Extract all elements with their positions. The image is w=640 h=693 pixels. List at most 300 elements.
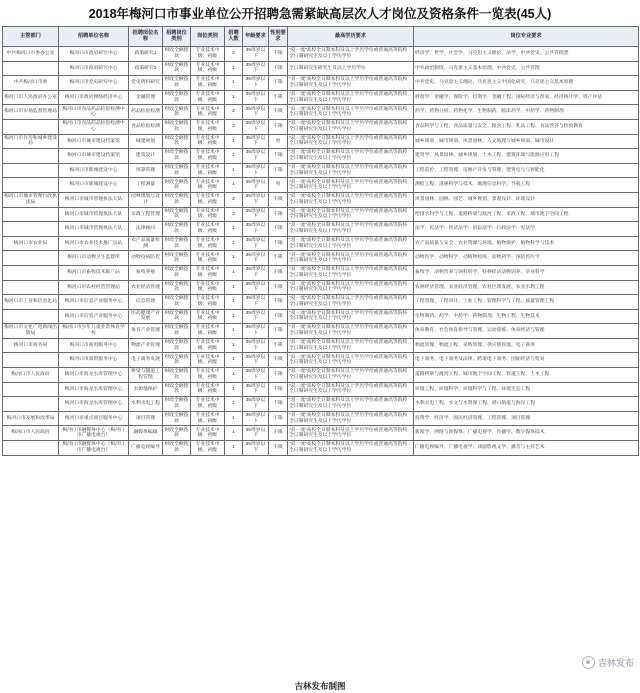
table-row (3, 207, 639, 222)
wechat-logo-icon (582, 656, 595, 669)
cell-position: 项目管理 (129, 411, 163, 426)
cell-major: 农林经济管理、农业经济管理、农村区域发展、农业水利工程 (414, 280, 639, 295)
cell-position-category: 财政全额拨款 (163, 192, 191, 207)
cell-count: 2 (225, 47, 243, 62)
table-row (3, 338, 639, 353)
cell-age: 35周岁以下 (243, 382, 269, 397)
cell-education: “双一流”高校全日制本科及以上学历学位或普通高等院校全日制研究生及以上学历学位 (288, 134, 414, 149)
cell-age: 35周岁以下 (243, 47, 269, 62)
cell-count: 1 (225, 61, 243, 76)
cell-unit: 梅河口市食品药品检验检测中心 (59, 105, 129, 120)
cell-education: “双一流”高校全日制本科及以上学历学位或普通高等院校全日制研究生及以上学历学位 (288, 149, 414, 164)
cell-job-type: 专业技术中级、初级 (191, 207, 225, 222)
cell-position: 政策研究1 (129, 47, 163, 62)
cell-position: 畜牧养殖 (129, 265, 163, 280)
cell-job-type: 专业技术中级、初级 (191, 353, 225, 368)
cell-department: 梅河口市发展和改革局 (3, 411, 59, 426)
cell-position-category: 财政全额拨款 (163, 280, 191, 295)
cell-gender: 不限 (269, 368, 288, 383)
cell-age: 35周岁以下 (243, 192, 269, 207)
cell-department (3, 149, 59, 164)
cell-age: 35周岁以下 (243, 441, 269, 456)
cell-position-category: 财政全额拨款 (163, 61, 191, 76)
cell-department: 中共梅河口市委 (3, 76, 59, 91)
cell-count: 2 (225, 105, 243, 120)
cell-department (3, 61, 59, 76)
document-title: 2018年梅河口市事业单位公开招聘急需紧缺高层次人才岗位及资格条件一览表(45人) (88, 7, 552, 21)
cell-count: 1 (225, 222, 243, 237)
cell-gender: 不限 (269, 353, 288, 368)
cell-department (3, 309, 59, 324)
table-header-row (3, 27, 639, 47)
cell-gender: 不限 (269, 90, 288, 105)
cell-gender: 不限 (269, 76, 288, 91)
cell-count: 1 (225, 90, 243, 105)
header-job-type: 岗位类别 (191, 27, 225, 47)
table-row (3, 411, 639, 426)
cell-age: 35周岁以下 (243, 397, 269, 412)
cell-job-type: 专业技术中级、初级 (191, 368, 225, 383)
cell-job-type: 专业技术中级、初级 (191, 295, 225, 310)
cell-job-type: 专业技术中级、初级 (191, 324, 225, 339)
cell-education: “双一流”高校全日制本科及以上学历学位或普通高等院校全日制研究生及以上学历学位 (288, 251, 414, 266)
cell-education: “双一流”高校全日制本科及以上学历学位或普通高等院校全日制研究生及以上学历学位 (288, 426, 414, 441)
recruitment-table (2, 26, 639, 456)
cell-age: 35周岁以下 (243, 163, 269, 178)
cell-gender: 不限 (269, 61, 288, 76)
cell-department (3, 222, 59, 237)
cell-unit: 梅河口市政府研究中心 (59, 47, 129, 62)
cell-major: 电子商务、电子商务及法律、跨境电子商务、国际经济与贸易 (414, 353, 639, 368)
table-row (3, 134, 639, 149)
cell-position: 预算管理 (129, 163, 163, 178)
cell-count: 1 (225, 178, 243, 193)
table-row (3, 309, 639, 324)
header-count: 招聘人数 (225, 27, 243, 47)
cell-gender: 不限 (269, 441, 288, 456)
cell-gender: 不限 (269, 426, 288, 441)
cell-education: “双一流”高校全日制本科及以上学历学位或普通高等院校全日制研究生及以上学历学位 (288, 441, 414, 456)
cell-position: 食品检验检测 (129, 119, 163, 134)
footer-credit: 吉林发布制图 (294, 681, 346, 691)
cell-gender: 不限 (269, 105, 288, 120)
cell-major: 体育教育、社会体育指导与管理、运动训练、体育经济与管理 (414, 324, 639, 339)
cell-job-type: 专业技术中级、初级 (191, 222, 225, 237)
cell-gender: 不限 (269, 163, 288, 178)
cell-position-category: 财政全额拨款 (163, 134, 191, 149)
cell-unit: 梅河口市重点项目服务中心 (59, 411, 129, 426)
table-row (3, 236, 639, 251)
cell-unit: 梅河口市政府研究中心 (59, 61, 129, 76)
cell-position: 信息管理 (129, 295, 163, 310)
cell-education: “双一流”高校全日制本科及以上学历学位或普通高等院校全日制研究生及以上学历学位 (288, 192, 414, 207)
cell-department (3, 265, 59, 280)
cell-education: “双一流”高校全日制本科及以上学历学位或普通高等院校全日制研究生及以上学历学位 (288, 338, 414, 353)
cell-major: 畜牧学、动物营养与饲料科学、特种经济动物饲养、草业科学 (414, 265, 639, 280)
cell-position: 桥梁与隧道工程管理 (129, 368, 163, 383)
cell-unit: 梅河口市城市建设档案馆 (59, 134, 129, 149)
cell-job-type: 专业技术中级、初级 (191, 397, 225, 412)
table-row (3, 295, 639, 310)
cell-count: 1 (225, 134, 243, 149)
cell-count: 2 (225, 119, 243, 134)
cell-unit: 梅河口市城市管理执法大队 (59, 192, 129, 207)
cell-job-type: 专业技术中级、初级 (191, 309, 225, 324)
cell-gender: 不限 (269, 47, 288, 62)
cell-job-type: 专业技术中级、初级 (191, 163, 225, 178)
table-row (3, 222, 639, 237)
cell-count: 1 (225, 324, 243, 339)
cell-age: 35周岁以下 (243, 178, 269, 193)
cell-department (3, 280, 59, 295)
cell-position-category: 财政全额拨款 (163, 163, 191, 178)
cell-job-type: 专业技术中级、初级 (191, 236, 225, 251)
cell-unit: 梅河口市党史研究中心 (59, 76, 129, 91)
cell-position-category: 财政全额拨款 (163, 222, 191, 237)
cell-count: 2 (225, 207, 243, 222)
cell-department: 梅河口市工业和信息化局 (3, 295, 59, 310)
cell-age: 35周岁以下 (243, 353, 269, 368)
cell-count: 2 (225, 192, 243, 207)
header-gender: 性别要求 (269, 27, 288, 47)
table-row (3, 61, 639, 76)
cell-count: 1 (225, 280, 243, 295)
cell-age: 35周岁以下 (243, 149, 269, 164)
cell-position: 药品检验检测 (129, 105, 163, 120)
cell-job-type: 专业技术中级、初级 (191, 338, 225, 353)
cell-position-category: 财政全额拨款 (163, 441, 191, 456)
cell-count: 1 (225, 295, 243, 310)
cell-unit: 梅河口市信息产业服务中心 (59, 309, 129, 324)
table-row (3, 353, 639, 368)
table-row (3, 192, 639, 207)
cell-position: 水利水电工程 (129, 397, 163, 412)
cell-position: 工程测量 (129, 178, 163, 193)
cell-major: 测绘工程、遥感科学与技术、地理信息科学、导航工程 (414, 178, 639, 193)
cell-count: 1 (225, 309, 243, 324)
cell-education: “双一流”高校全日制本科及以上学历学位或普通高等院校全日制研究生及以上学历学位 (288, 280, 414, 295)
header-age: 年龄要求 (243, 27, 269, 47)
cell-count: 1 (225, 368, 243, 383)
cell-age: 35周岁以下 (243, 90, 269, 105)
cell-education: “双一流”高校全日制本科及以上学历学位或普通高等院校全日制研究生及以上学历学位 (288, 163, 414, 178)
cell-unit: 梅河口市城市管理执法大队 (59, 222, 129, 237)
cell-major: 建筑学、风景园林、城乡规划、土木工程、建筑环境与能源应用工程 (414, 149, 639, 164)
cell-count: 1 (225, 338, 243, 353)
table-row (3, 397, 639, 412)
cell-education: “双一流”高校全日制本科及以上学历学位或普通高等院校全日制研究生及以上学历学位 (288, 207, 414, 222)
cell-department (3, 382, 59, 397)
cell-position: 政策研究2 (129, 61, 163, 76)
cell-position-category: 财政全额拨款 (163, 265, 191, 280)
cell-position: 农产品质量检测 (129, 236, 163, 251)
cell-gender: 不限 (269, 382, 288, 397)
cell-major: 药学、药物分析、药物化学、生物制药、临床药学、中药学、药物制剂 (414, 105, 639, 120)
header-education: 最高学历要求 (288, 27, 414, 47)
cell-position: 动物疫病防控 (129, 251, 163, 266)
cell-education: “双一流”高校全日制本科及以上学历学位或普通高等院校全日制研究生及以上学历学位 (288, 368, 414, 383)
cell-gender: 不限 (269, 236, 288, 251)
cell-education: “双一流”高校全日制本科及以上学历学位或普通高等院校全日制研究生及以上学历学位 (288, 324, 414, 339)
cell-major: 工程造价、工程管理、房地产开发与管理、建筑电气与智能化 (414, 163, 639, 178)
cell-position: 水源地保护 (129, 382, 163, 397)
table-row (3, 426, 639, 441)
cell-department: 梅河口市市场监督管理局 (3, 105, 59, 120)
watermark (582, 654, 634, 670)
cell-age: 35周岁以下 (243, 265, 269, 280)
cell-position: 城建规划 (129, 134, 163, 149)
cell-count: 1 (225, 163, 243, 178)
cell-unit: 梅河口市城市管理执法大队 (59, 207, 129, 222)
cell-gender: 不限 (269, 119, 288, 134)
table-row (3, 163, 639, 178)
cell-age: 35周岁以下 (243, 295, 269, 310)
cell-gender: 不限 (269, 324, 288, 339)
table-row (3, 382, 639, 397)
cell-position-category: 财政全额拨款 (163, 368, 191, 383)
cell-department: 梅河口市人民政府办公室 (3, 90, 59, 105)
cell-gender: 不限 (269, 411, 288, 426)
cell-count: 1 (225, 426, 243, 441)
cell-education: “双一流”高校全日制本科及以上学历学位或普通高等院校全日制研究生及以上学历学位 (288, 397, 414, 412)
cell-gender: 不限 (269, 222, 288, 237)
cell-unit: 梅河口市信息产业服务中心 (59, 295, 129, 310)
cell-major: 道路桥梁与渡河工程、城市地下空间工程、铁道工程、土木工程 (414, 368, 639, 383)
cell-department (3, 353, 59, 368)
cell-major: 法学、民法学、经济法学、诉讼法学、行政法学、宪法学 (414, 222, 639, 237)
cell-age: 35周岁以下 (243, 309, 269, 324)
cell-count: 1 (225, 411, 243, 426)
cell-gender: 不限 (269, 397, 288, 412)
cell-major: 中共党史、马克思主义理论、马克思主义中国化研究、马克思主义基本原理 (414, 76, 639, 91)
cell-count: 1 (225, 76, 243, 91)
table-row (3, 251, 639, 266)
cell-major: 食品科学与工程、食品质量与安全、粮食工程、乳品工程、食品营养与检验教育 (414, 119, 639, 134)
cell-age: 35周岁以下 (243, 324, 269, 339)
cell-position: 园林规划与设计 (129, 192, 163, 207)
cell-major: 广播电视编导、广播电视学、戏剧影视文学、播音与主持艺术 (414, 441, 639, 456)
cell-job-type: 专业技术中级、初级 (191, 149, 225, 164)
header-position: 招聘岗位名称 (129, 27, 163, 47)
cell-department: 梅河口市人民政府 (3, 426, 59, 441)
cell-gender: 不限 (269, 309, 288, 324)
cell-age: 35周岁以下 (243, 426, 269, 441)
cell-position-category: 财政全额拨款 (163, 382, 191, 397)
cell-education: “双一流”高校全日制本科及以上学历学位或普通高等院校全日制研究生及以上学历学位 (288, 265, 414, 280)
cell-education: “双一流”高校全日制本科及以上学历学位或普通高等院校全日制研究生及以上学历学位 (288, 382, 414, 397)
cell-education: “双一流”高校全日制本科及以上学历学位或普通高等院校全日制研究生及以上学历学位 (288, 90, 414, 105)
cell-major: 水利水电工程、水文与水资源工程、港口航道与海岸工程 (414, 397, 639, 412)
cell-department (3, 119, 59, 134)
cell-department: 梅河口市商务局 (3, 338, 59, 353)
cell-position: 市政工程管理 (129, 207, 163, 222)
table-row (3, 76, 639, 91)
cell-department (3, 397, 59, 412)
cell-gender: 不限 (269, 280, 288, 295)
cell-major: 城乡规划、城市规划、风景园林、人文地理与城乡规划、城市设计 (414, 134, 639, 149)
cell-gender: 不限 (269, 149, 288, 164)
cell-education: “双一流”高校全日制本科及以上学历学位或普通高等院校全日制研究生及以上学历学位 (288, 353, 414, 368)
cell-position-category: 财政全额拨款 (163, 426, 191, 441)
cell-job-type: 专业技术中级、初级 (191, 61, 225, 76)
cell-unit: 梅河口市商贸服务中心 (59, 338, 129, 353)
cell-unit: 梅河口市融媒体中心（梅河口市广播电视台） (59, 441, 129, 456)
cell-count: 1 (225, 265, 243, 280)
cell-unit: 梅河口市新城建设中心 (59, 163, 129, 178)
cell-age: 35周岁以下 (243, 207, 269, 222)
cell-position: 体育产业管理 (129, 324, 163, 339)
cell-department: 梅河口市人民政府 (3, 368, 59, 383)
cell-count: 1 (225, 149, 243, 164)
cell-major: 环境工程、环境科学、环境科学与工程、环境生态工程 (414, 382, 639, 397)
table-row (3, 47, 639, 62)
cell-position-category: 财政全额拨款 (163, 324, 191, 339)
cell-department (3, 251, 59, 266)
cell-job-type: 专业技术中级、初级 (191, 192, 225, 207)
cell-position: 电子商务发展 (129, 353, 163, 368)
cell-department: 梅河口市文化广电新闻出版局 (3, 324, 59, 339)
cell-education: “双一流”高校全日制本科及以上学历学位或普通高等院校全日制研究生及以上学历学位 (288, 309, 414, 324)
table-row (3, 265, 639, 280)
cell-major: 农产品质量与安全、农业资源与环境、植物保护、植物科学与技术 (414, 236, 639, 251)
cell-major: 新闻学、网络与新媒体、广播电视学、传播学、数字媒体技术 (414, 426, 639, 441)
cell-count: 1 (225, 441, 243, 456)
cell-job-type: 专业技术中级、初级 (191, 119, 225, 134)
cell-gender: 不限 (269, 192, 288, 207)
header-department: 主管部门 (3, 27, 59, 47)
cell-job-type: 专业技术中级、初级 (191, 382, 225, 397)
cell-department (3, 163, 59, 178)
cell-count: 1 (225, 251, 243, 266)
cell-count: 1 (225, 397, 243, 412)
table-row (3, 441, 639, 456)
cell-position-category: 财政全额拨款 (163, 47, 191, 62)
cell-age: 35周岁以下 (243, 236, 269, 251)
cell-education: “双一流”高校全日制本科及以上学历学位或普通高等院校全日制研究生及以上学历学位 (288, 76, 414, 91)
cell-gender: 不限 (269, 265, 288, 280)
cell-major: 动物医学、动物科学、动植物检疫、动物药学、预防兽医学 (414, 251, 639, 266)
cell-department (3, 441, 59, 456)
header-major: 岗位专业要求 (414, 27, 639, 47)
cell-position-category: 财政全额拨款 (163, 251, 191, 266)
cell-age: 35周岁以下 (243, 251, 269, 266)
cell-position-category: 财政全额拨款 (163, 338, 191, 353)
header-position-category: 招聘岗位类别 (163, 27, 191, 47)
cell-position-category: 财政全额拨款 (163, 411, 191, 426)
cell-gender: 不限 (269, 338, 288, 353)
table-row (3, 119, 639, 134)
cell-unit: 梅河口市动物卫生监督所 (59, 251, 129, 266)
cell-age: 35周岁以下 (243, 368, 269, 383)
cell-position-category: 财政全额拨款 (163, 309, 191, 324)
cell-department: 梅河口市住房和城乡建设局 (3, 134, 59, 149)
cell-age: 35周岁以下 (243, 105, 269, 120)
cell-job-type: 专业技术中级、初级 (191, 90, 225, 105)
cell-position: 法律顾问 (129, 222, 163, 237)
cell-position-category: 财政全额拨款 (163, 119, 191, 134)
cell-position-category: 财政全额拨款 (163, 397, 191, 412)
cell-age: 35周岁以下 (243, 119, 269, 134)
cell-job-type: 专业技术中级、初级 (191, 105, 225, 120)
cell-job-type: 专业技术中级、初级 (191, 265, 225, 280)
cell-unit: 梅河口市商贸服务中心 (59, 353, 129, 368)
cell-major: 经济学、哲学、社会学、马克思主义理论、法学、中共党史、公共管理类 (414, 47, 639, 62)
cell-major: 投资学、经济学、国民经济管理、工程管理、项目管理 (414, 411, 639, 426)
cell-job-type: 专业技术中级、初级 (191, 47, 225, 62)
cell-education: “双一流”高校全日制本科及以上学历学位或普通高等院校全日制研究生及以上学历学位 (288, 236, 414, 251)
cell-count: 1 (225, 382, 243, 397)
cell-job-type: 专业技术中级、初级 (191, 411, 225, 426)
cell-age: 35周岁以下 (243, 411, 269, 426)
cell-position: 融媒体编辑 (129, 426, 163, 441)
cell-position-category: 财政全额拨款 (163, 149, 191, 164)
header-unit: 招聘单位名称 (59, 27, 129, 47)
cell-major: 财政学、金融学、保险学、投资学、金融工程、国际经济与贸易、经济统计学、资产评估 (414, 90, 639, 105)
cell-position: 医药健康产业发展 (129, 309, 163, 324)
table-row (3, 149, 639, 164)
table-row (3, 368, 639, 383)
cell-department (3, 178, 59, 193)
cell-age: 35周岁以下 (243, 222, 269, 237)
cell-position-category: 财政全额拨款 (163, 295, 191, 310)
cell-unit: 梅河口市海龙水库管理中心 (59, 382, 129, 397)
cell-position-category: 财政全额拨款 (163, 90, 191, 105)
table-row (3, 324, 639, 339)
cell-gender: 不限 (269, 251, 288, 266)
cell-position: 党史资料研究 (129, 76, 163, 91)
cell-education: “双一流”高校全日制本科及以上学历学位或普通高等院校全日制研究生及以上学历学位 (288, 47, 414, 62)
cell-position-category: 财政全额拨款 (163, 105, 191, 120)
watermark-text: 吉林发布 (597, 657, 634, 668)
cell-job-type: 专业技术中级、初级 (191, 426, 225, 441)
cell-age: 35周岁以下 (243, 134, 269, 149)
cell-department: 梅河口市农业局 (3, 236, 59, 251)
cell-position-category: 财政全额拨款 (163, 353, 191, 368)
cell-job-type: 专业技术中级、初级 (191, 134, 225, 149)
cell-job-type: 专业技术中级、初级 (191, 251, 225, 266)
cell-education: “双一流”高校全日制本科及以上学历学位或普通高等院校全日制研究生及以上学历学位 (288, 105, 414, 120)
cell-unit: 梅河口市政府网络经济中心 (59, 90, 129, 105)
cell-position: 农业经济管理 (129, 280, 163, 295)
cell-age: 35周岁以下 (243, 280, 269, 295)
cell-major: 生物制药、药学、中药学、药物制剂、生物工程、生物技术 (414, 309, 639, 324)
cell-unit: 梅河口市农村经营管理站 (59, 280, 129, 295)
table-row (3, 90, 639, 105)
cell-age: 35周岁以下 (243, 61, 269, 76)
cell-major: 中外政治制度、马克思主义基本原理、中共党史、公共管理 (414, 61, 639, 76)
cell-major: 风景园林、园林、园艺、城乡规划、景观设计、环境设计 (414, 192, 639, 207)
table-row (3, 105, 639, 120)
cell-position: 建筑设计 (129, 149, 163, 164)
cell-education: “双一流”高校全日制本科及以上学历学位或普通高等院校全日制研究生及以上学历学位 (288, 295, 414, 310)
cell-position: 广播电视编导 (129, 441, 163, 456)
cell-education: “双一流”高校全日制本科及以上学历学位或普通高等院校全日制研究生及以上学历学位 (288, 222, 414, 237)
cell-education: “双一流”高校全日制本科及以上学历学位或普通高等院校全日制研究生及以上学历学位 (288, 411, 414, 426)
cell-education: “双一流”高校全日制本科及以上学历学位或普通高等院校全日制研究生及以上学历学位 (288, 178, 414, 193)
cell-count: 1 (225, 353, 243, 368)
cell-unit: 梅河口市海龙水库管理中心 (59, 397, 129, 412)
cell-unit: 梅河口市城市建设档案馆 (59, 149, 129, 164)
cell-unit: 梅河口市农业技术推广总站 (59, 236, 129, 251)
cell-age: 35周岁以下 (243, 338, 269, 353)
cell-unit: 梅河口市食品药品检验检测中心 (59, 119, 129, 134)
cell-major: 给排水科学与工程、道路桥梁与渡河工程、市政工程、城市地下空间工程 (414, 207, 639, 222)
cell-unit: 梅河口市少年儿童业余体育学校 (59, 324, 129, 339)
cell-position-category: 财政全额拨款 (163, 178, 191, 193)
cell-position-category: 财政全额拨款 (163, 236, 191, 251)
cell-gender: 不限 (269, 207, 288, 222)
cell-education: “双一流”高校全日制本科及以上学历学位或普通高等院校全日制研究生及以上学历学位 (288, 119, 414, 134)
